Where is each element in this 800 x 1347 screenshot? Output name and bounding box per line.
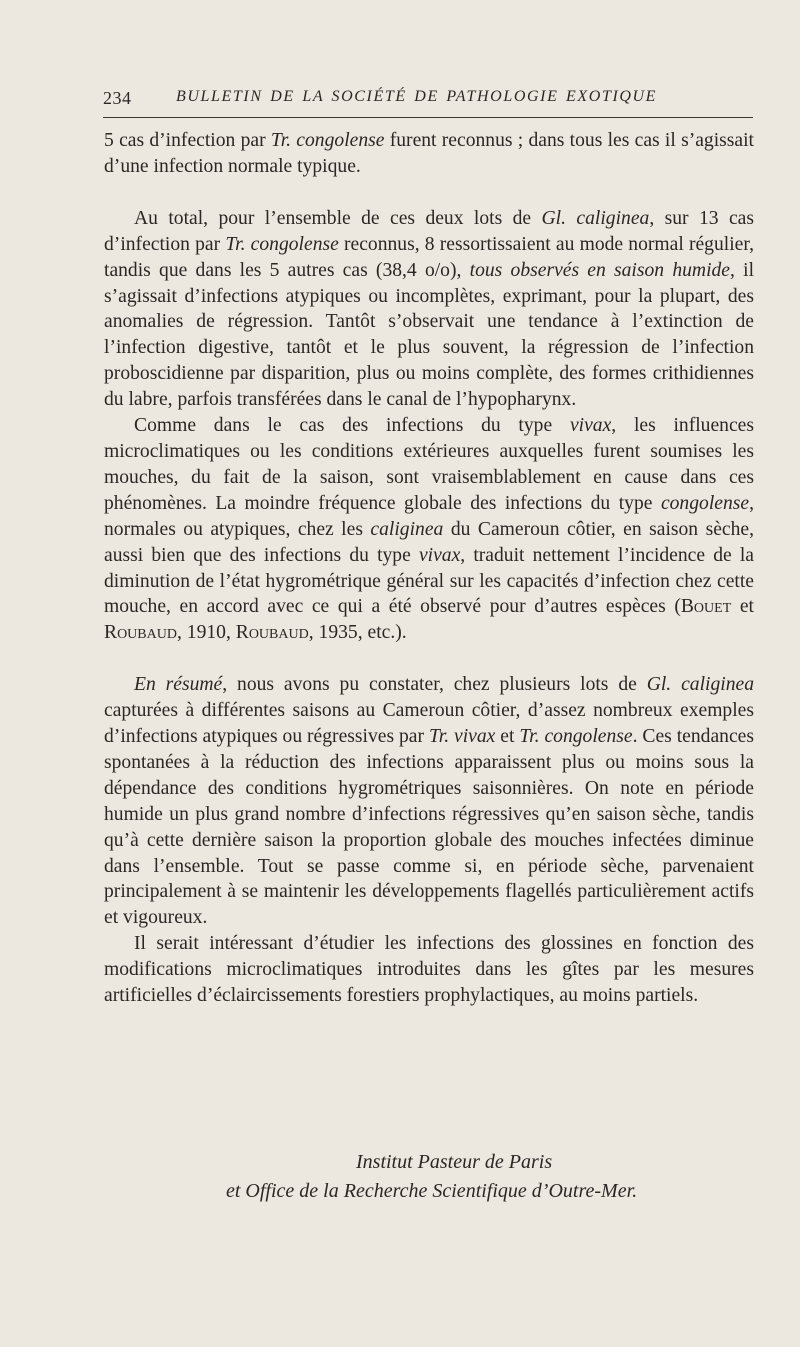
text-run: , normales ou atypiques, chez les [104, 492, 754, 540]
paragraph-2 [104, 206, 754, 413]
office-line: et Office de la Recherche Scientifique d’Outre-Mer. [226, 1180, 638, 1202]
species-name: vivax [418, 544, 461, 566]
species-name: congolense [660, 492, 750, 514]
text-run: et [495, 726, 520, 748]
text-run: reconnus, 8 ressortissaient au mode normal régulier, tandis que dans les 5 autres cas (38,4 o/o), [104, 233, 754, 281]
text-run: , 1910, [176, 622, 236, 644]
text-run: Comme dans le cas des infections du type [134, 415, 570, 437]
signature-block [104, 1148, 754, 1206]
paragraph-1 [104, 128, 754, 180]
text-run: furent reconnus ; dans tous les cas il s’agissait d’une infection normale typique. [104, 130, 754, 177]
species-name: Tr. congolense [270, 130, 385, 151]
text-run: du Cameroun côtier, en saison sèche, aussi bien que des infections du type [104, 518, 754, 566]
text-run: , sur 13 cas d’infection par [104, 207, 754, 255]
species-name: Gl. caliginea [646, 674, 754, 696]
text-run: Au total, pour l’ensemble de ces deux lots de [134, 207, 542, 229]
author-name: Roubaud [104, 622, 177, 644]
institution-line: Institut Pasteur de Paris [356, 1151, 553, 1173]
header-rule [103, 117, 753, 118]
species-name: vivax [569, 415, 612, 437]
text-run: 5 cas d’infection par [104, 130, 271, 151]
text-run: . Ces tendances spontanées à la réduction des infections apparaissent plus ou moins sous la dépendance des conditions hygrométriques saisonnières. On note en période humide un plus grand nombre d’infections régressives qu’en saison sèche, tandis qu’à cette dernière saison la proportion globale des mouches infectées diminue dans l’ensemble. Tout se passe comme si, en période sèche, parvenaient principalement à se maintenir les développements flagellés particulièrement actifs et vigoureux. [104, 726, 754, 929]
author-name: Bouet [680, 596, 732, 618]
paragraph-4 [104, 672, 754, 931]
text-run: capturées à différentes saisons au Cameroun côtier, d’assez nombreux exemples d’infections atypiques ou régressives par [104, 700, 754, 748]
species-name: Tr. congolense [225, 233, 339, 255]
species-name: Tr. congolense [519, 726, 633, 748]
species-name: Gl. caliginea [541, 207, 650, 229]
author-name: Roubaud [235, 622, 309, 644]
running-title: BULLETIN DE LA SOCIÉTÉ DE PATHOLOGIE EXOTIQUE [176, 88, 658, 105]
page-header [103, 88, 753, 114]
page-number: 234 [103, 88, 132, 108]
body-text [104, 128, 754, 1009]
text-run: , il s’agissait d’infections atypiques ou incomplètes, exprimant, pour la plupart, des anomalies de régression. Tantôt s’observait une tendance à l’extinction de l’infection digestive, tantôt et le plus souvent, la régression de l’infection proboscidienne par disparition, plus ou moins complète, des formes crithidiennes du labre, parfois transférées dans le canal de l’hypopharynx. [104, 259, 755, 411]
text-run: , nous avons pu constater, chez plusieurs lots de [222, 674, 647, 696]
text-run: , 1935, etc.). [308, 622, 407, 644]
paragraph-5: Il serait intéressant d’étudier les infections des glossines en fonction des modifications microclimatiques introduites dans les gîtes par les mesures artificielles d’éclaircissements forestiers prophylactiques, au moins partiels. [104, 933, 754, 1007]
paragraph-3 [104, 413, 754, 646]
text-run: et [731, 596, 754, 618]
species-name: Tr. vivax [428, 726, 496, 748]
text-run: , traduit nettement l’incidence de la diminution de l’état hygrométrique général sur les capacités d’infection chez cette mouche, en accord avec ce qui a été observé pour d’autres espèces ( [104, 544, 754, 618]
emphasis-text: En résumé [134, 674, 223, 696]
species-name: caliginea [370, 518, 444, 540]
emphasis-text: tous observés en saison humide [469, 259, 731, 281]
text-run: , les influences microclimatiques ou les conditions extérieures auxquelles furent soumises les mouches, du fait de la saison, sont vraisemblablement en cause dans ces phénomènes. La moindre fréquence globale des infections du type [104, 415, 754, 514]
